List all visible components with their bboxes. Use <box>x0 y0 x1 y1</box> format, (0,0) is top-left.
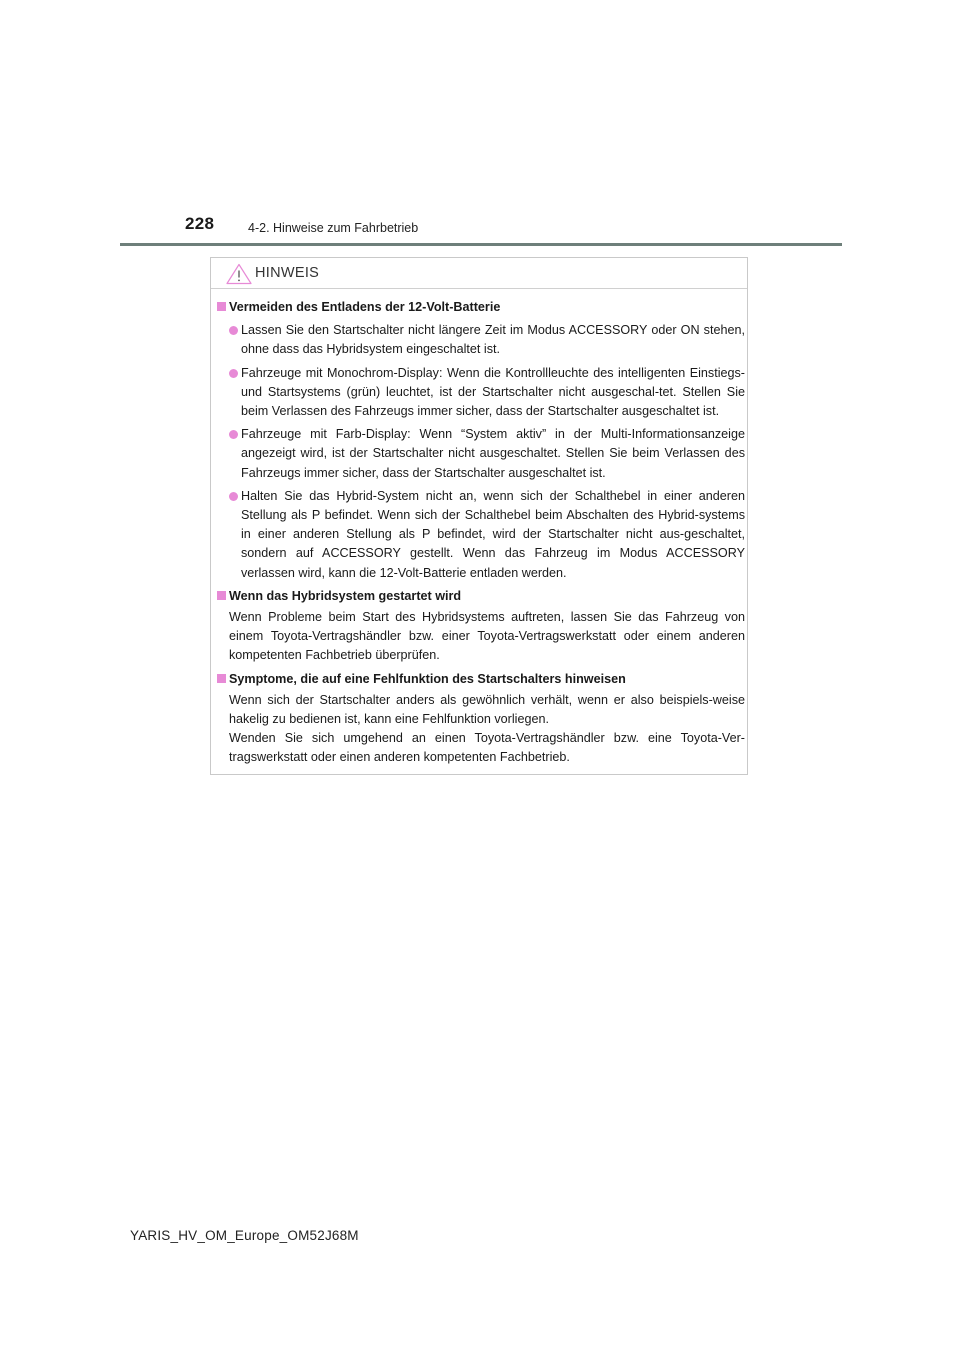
sub-heading-start <box>217 587 745 606</box>
list-item-text: Fahrzeuge mit Monochrom-Display: Wenn die Kontrollleuchte des intelligenten Einstiegs- und Startsystems (grün) leuchtet, ist der Startschalter nicht ausgeschal-tet. Stellen Sie beim Verlassen des Fahrzeugs immer sicher, dass der Startschalter ausgeschaltet ist. <box>241 365 745 419</box>
circle-bullet <box>229 430 238 439</box>
list-item <box>217 364 745 422</box>
paragraph <box>217 691 745 768</box>
notice-header <box>211 258 747 289</box>
sub-heading-text: Wenn das Hybridsystem gestartet wird <box>229 588 462 603</box>
circle-bullet <box>229 492 238 501</box>
list-item <box>217 425 745 483</box>
square-bullet <box>217 591 226 600</box>
footer-doc-id: YARIS_HV_OM_Europe_OM52J68M <box>130 1228 359 1243</box>
square-bullet <box>217 674 226 683</box>
paragraph-line: Wenden Sie sich umgehend an einen Toyota-Vertragshändler bzw. eine Toyota-Ver-tragswerkstatt oder einen anderen kompetenten Fachbetrieb. <box>229 731 745 765</box>
notice-title: HINWEIS <box>255 265 320 281</box>
list-item <box>217 321 745 359</box>
circle-bullet <box>229 369 238 378</box>
circle-bullet <box>229 326 238 335</box>
sub-heading-malfunction <box>217 670 745 689</box>
notice-body <box>217 298 745 768</box>
list-item-text: Lassen Sie den Startschalter nicht längere Zeit im Modus ACCESSORY oder ON stehen, ohne dass das Hybridsystem eingeschaltet ist. <box>241 323 745 357</box>
page-number: 228 <box>185 214 215 233</box>
notice-box <box>210 257 748 775</box>
paragraph-line: Wenn sich der Startschalter anders als gewöhnlich verhält, wenn er also beispiels-weise hakelig zu bedienen ist, kann eine Fehlfunktion vorliegen. <box>229 692 745 727</box>
list-item-text: Halten Sie das Hybrid-System nicht an, wenn sich der Schalthebel in einer anderen Stellung als P befindet. Wenn sich der Schalthebel beim Abschalten des Hybrid-systems in einer anderen Stellung als P befindet, wird der Startschalter nicht aus-geschaltet, sondern auf ACCESSORY gestellt. Wenn das Fahrzeug im Modus ACCESSORY verlassen wird, kann die 12-Volt-Batterie entladen werden. <box>241 488 745 580</box>
section-title: 4-2. Hinweise zum Fahrbetrieb <box>248 221 419 235</box>
list-item <box>217 487 745 583</box>
list-item-text: Fahrzeuge mit Farb-Display: Wenn “System aktiv” in der Multi-Informationsanzeige angezeigt wird, ist der Startschalter nicht ausgeschaltet. Stellen Sie beim Verlassen des Fahrzeugs immer sicher, dass der Startschalter ausgeschaltet ist. <box>241 427 745 480</box>
paragraph-line: Wenn Probleme beim Start des Hybridsystems auftreten, lassen Sie das Fahrzeug von einem Toyota-Vertragshändler bzw. einer Toyota-Vertragswerkstatt oder einem anderen kompetenten Fachbetrieb überprüfen. <box>229 610 745 663</box>
sub-heading-battery <box>217 298 745 317</box>
warning-triangle-icon <box>226 263 252 285</box>
paragraph <box>217 608 745 666</box>
sub-heading-text: Symptome, die auf eine Fehlfunktion des Startschalters hinweisen <box>229 671 626 686</box>
sub-heading-text: Vermeiden des Entladens der 12-Volt-Batterie <box>229 300 501 314</box>
header-rule <box>120 243 842 246</box>
square-bullet <box>217 302 226 311</box>
